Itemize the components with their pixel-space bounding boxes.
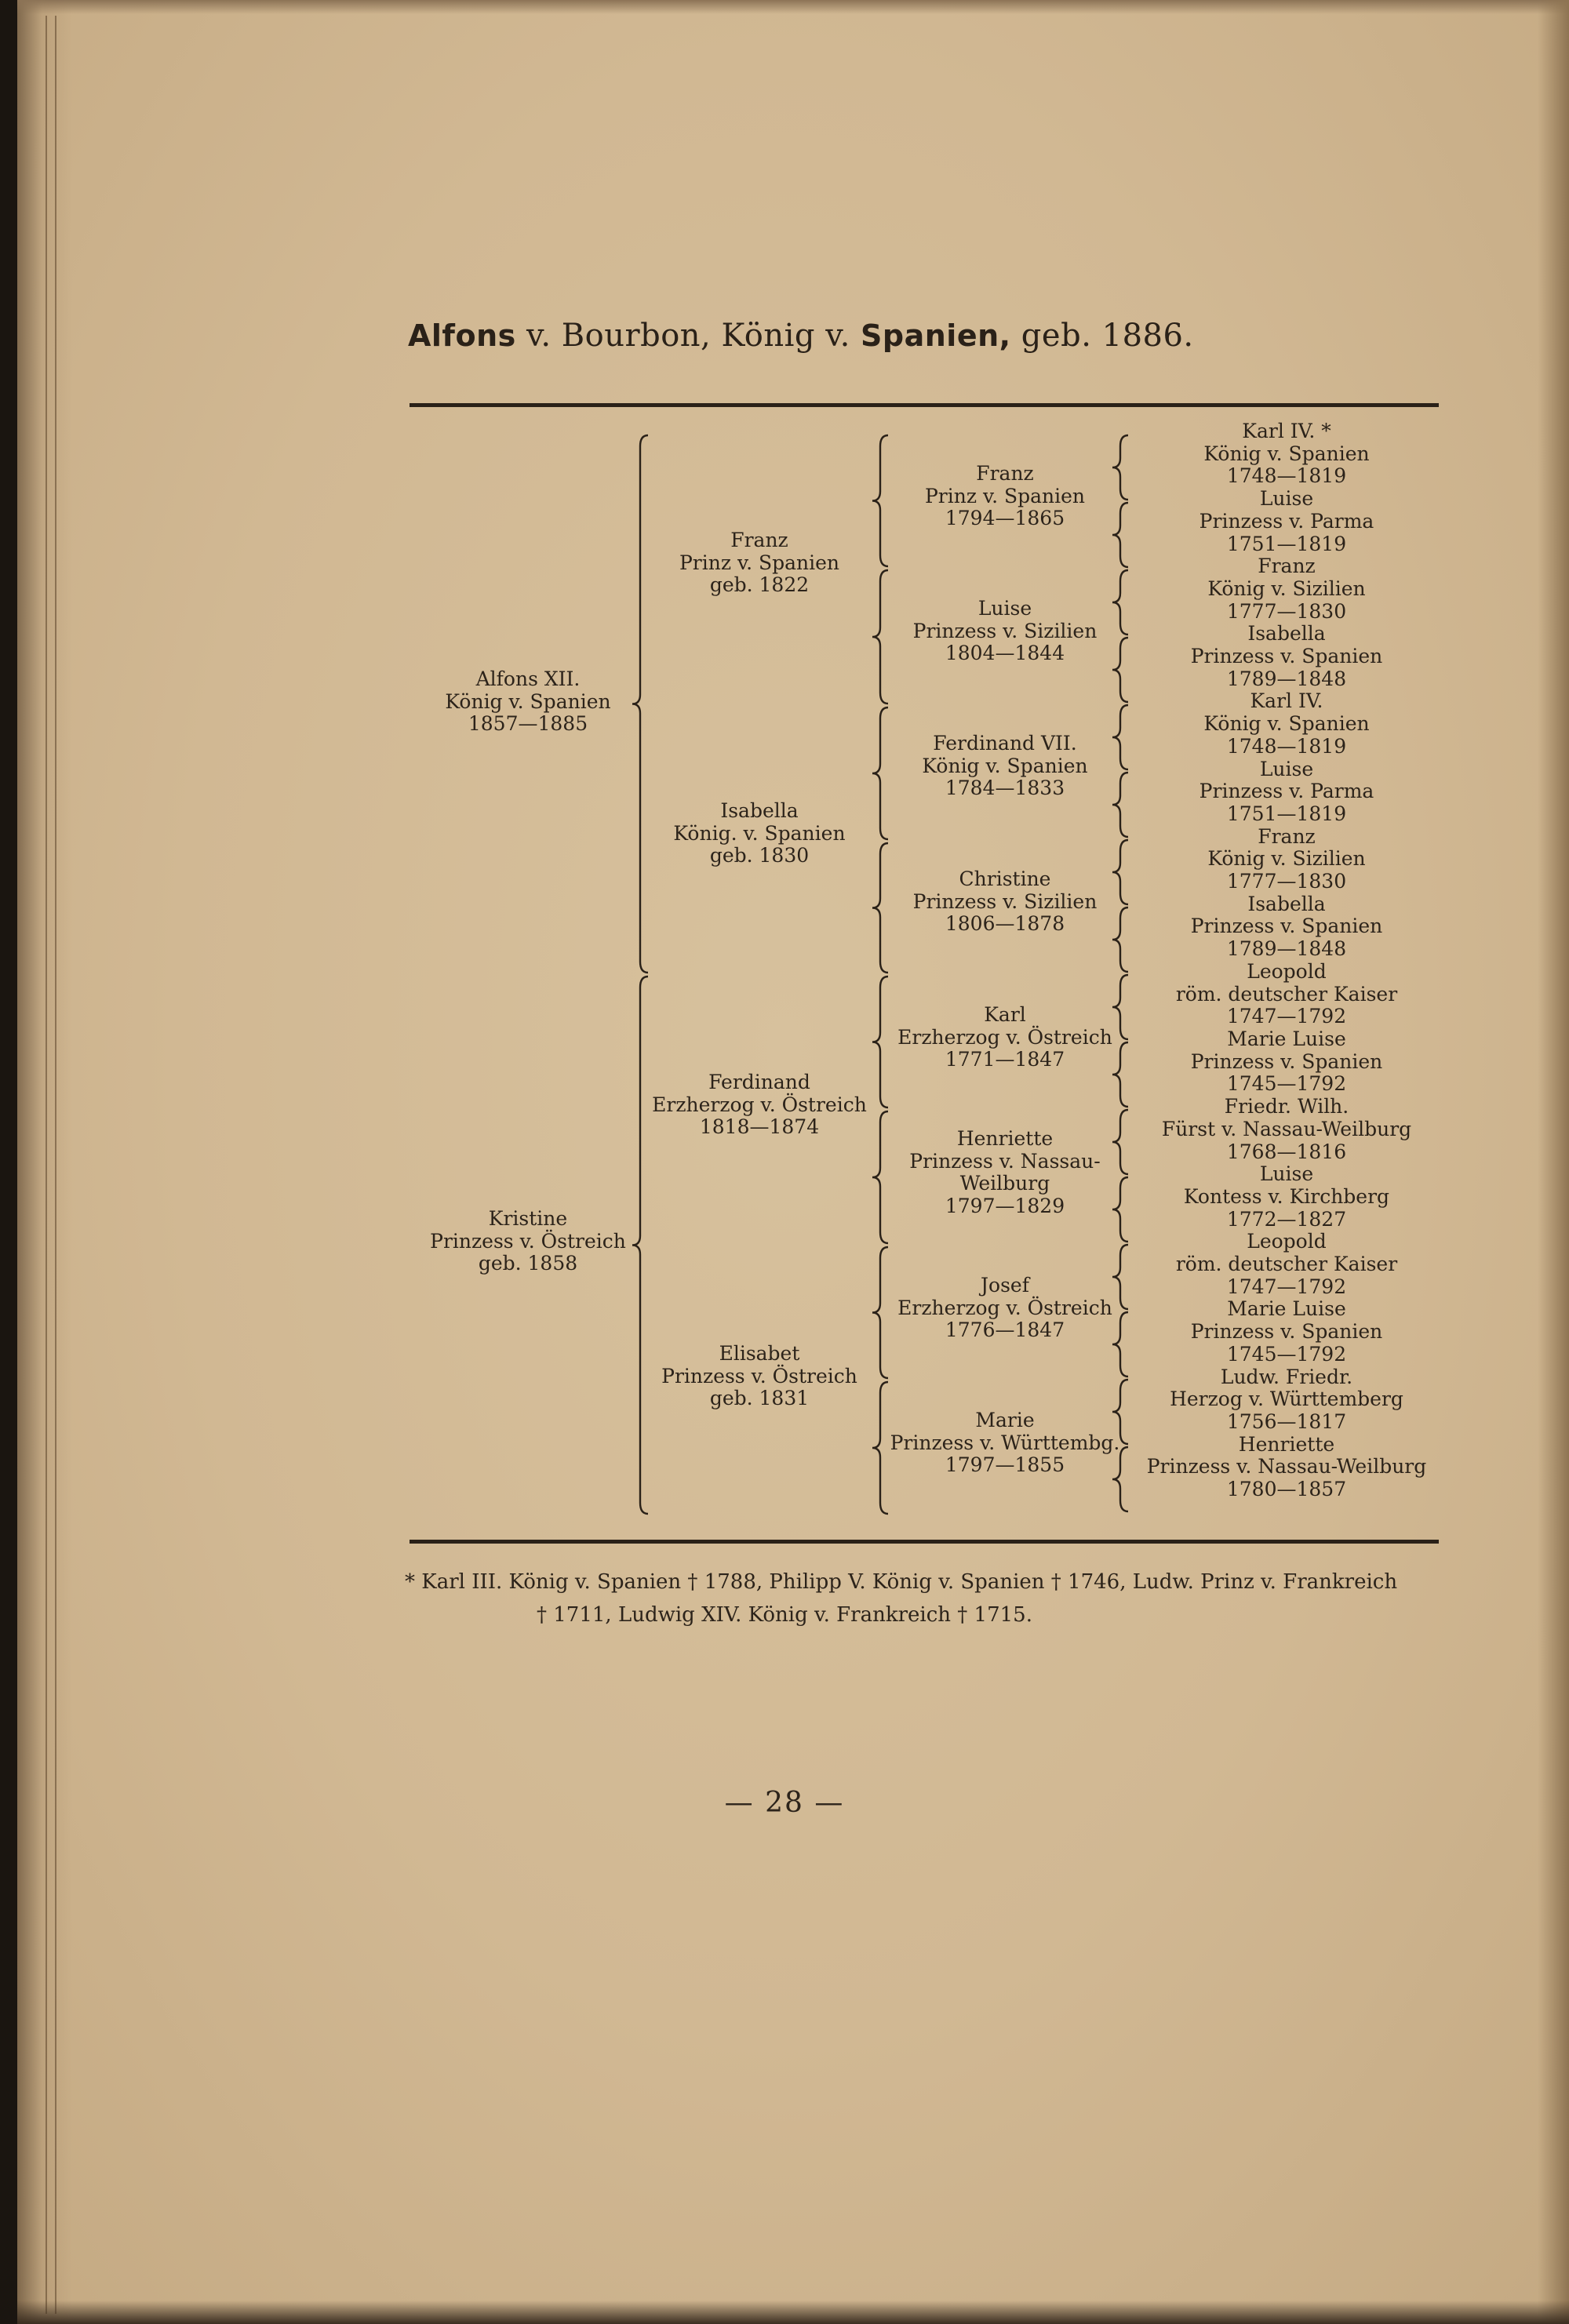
ancestor-line: Prinzess v. Spanien bbox=[1190, 1049, 1383, 1073]
ancestor-line: Ludw. Friedr. bbox=[1220, 1365, 1353, 1388]
ancestor-line: 1751—1819 bbox=[1226, 802, 1347, 825]
ancestor-line: Franz bbox=[1258, 824, 1316, 848]
ancestor-line: 1777—1830 bbox=[1226, 870, 1347, 893]
person-kristine bbox=[410, 1208, 646, 1275]
ancestor-line: 1747—1792 bbox=[1226, 1275, 1347, 1298]
ancestor-line: röm. deutscher Kaiser bbox=[1175, 1253, 1398, 1276]
person-dates: 1776—1847 bbox=[945, 1318, 1065, 1342]
page-fold-line bbox=[55, 16, 56, 2314]
title-text-part1: v. Bourbon, König v. bbox=[515, 318, 861, 354]
person-name: Ferdinand bbox=[708, 1071, 810, 1093]
ancestor-line: Prinzess v. Spanien bbox=[1190, 1320, 1383, 1344]
ancestor-line: Luise bbox=[1259, 1162, 1314, 1186]
page-top-edge bbox=[17, 0, 1569, 14]
ancestor-line: Isabella bbox=[1247, 622, 1326, 646]
great-grandparents-column bbox=[1134, 420, 1440, 1501]
person-name: Ferdinand VII. bbox=[933, 732, 1077, 755]
person-name: Josef bbox=[981, 1274, 1029, 1297]
person-title: Prinzess v. Nassau- bbox=[909, 1149, 1101, 1173]
page-number: — 28 — bbox=[724, 1787, 845, 1819]
person-name: Isabella bbox=[720, 799, 799, 822]
ancestor-line: Herzog v. Württemberg bbox=[1170, 1387, 1403, 1411]
page-title bbox=[408, 318, 1194, 354]
person-dates: 1804—1844 bbox=[945, 642, 1065, 665]
person-dates: geb. 1858 bbox=[478, 1252, 578, 1275]
ancestor-line: Marie Luise bbox=[1227, 1027, 1346, 1050]
person-name: Karl bbox=[984, 1003, 1026, 1026]
ancestor-line: 1748—1819 bbox=[1226, 734, 1347, 758]
ancestor-line: König v. Spanien bbox=[1203, 442, 1370, 465]
person-name: Henriette bbox=[956, 1127, 1054, 1150]
ancestor-line: 1789—1848 bbox=[1226, 667, 1347, 690]
ancestor-line: Franz bbox=[1258, 555, 1316, 578]
ancestor-line: Karl IV. bbox=[1250, 689, 1323, 713]
ancestor-line: Luise bbox=[1259, 487, 1314, 511]
ancestor-line: Leopold bbox=[1247, 1230, 1327, 1253]
person-dates: 1818—1874 bbox=[699, 1115, 820, 1139]
ancestor-line: König v. Sizilien bbox=[1207, 847, 1366, 871]
person-name: Elisabet bbox=[719, 1342, 800, 1365]
title-name-spanien: Spanien, bbox=[861, 318, 1011, 353]
ancestor-line: Henriette bbox=[1238, 1432, 1335, 1456]
person-dates: geb. 1822 bbox=[709, 573, 810, 597]
person-dates: 1797—1855 bbox=[945, 1453, 1065, 1477]
person-franz-prinz bbox=[643, 529, 876, 597]
ancestor-line: Isabella bbox=[1247, 892, 1326, 915]
top-rule bbox=[410, 403, 1439, 407]
person-karl-erzherzog bbox=[877, 1004, 1133, 1071]
person-title: König v. Spanien bbox=[445, 689, 611, 713]
person-elisabet bbox=[643, 1343, 876, 1410]
person-name: Franz bbox=[976, 462, 1034, 485]
person-christine bbox=[877, 868, 1133, 936]
person-title-cont: Weilburg bbox=[959, 1172, 1050, 1195]
person-title: Prinz v. Spanien bbox=[924, 484, 1086, 507]
person-title: Prinzess v. Sizilien bbox=[912, 889, 1098, 913]
ancestor-line: 1745—1792 bbox=[1226, 1342, 1347, 1366]
page-right-edge bbox=[1538, 0, 1569, 2324]
person-title: Prinzess v. Östreich bbox=[430, 1229, 626, 1253]
page-fold-line bbox=[46, 16, 47, 2314]
title-text-part2: geb. 1886. bbox=[1010, 318, 1194, 354]
ancestor-line: 1751—1819 bbox=[1226, 532, 1347, 555]
person-title: Prinzess v. Sizilien bbox=[912, 619, 1098, 642]
ancestor-line: Prinzess v. Parma bbox=[1199, 780, 1374, 803]
ancestor-line: Fürst v. Nassau-Weilburg bbox=[1161, 1117, 1412, 1140]
person-alfons-xii bbox=[410, 668, 646, 736]
person-dates: geb. 1831 bbox=[709, 1387, 810, 1410]
person-name: Luise bbox=[977, 597, 1032, 620]
person-name: Kristine bbox=[488, 1207, 568, 1230]
person-title: König. v. Spanien bbox=[673, 821, 846, 845]
ancestor-line: 1768—1816 bbox=[1226, 1140, 1347, 1163]
person-dates: 1806—1878 bbox=[945, 912, 1065, 936]
title-name-alfons: Alfons bbox=[408, 318, 516, 353]
person-franz-1794 bbox=[877, 463, 1133, 530]
person-marie bbox=[877, 1409, 1133, 1477]
person-luise-sizilien bbox=[877, 598, 1133, 665]
ancestor-line: Marie Luise bbox=[1227, 1297, 1346, 1321]
person-dates: 1794—1865 bbox=[945, 507, 1065, 530]
ancestor-line: 1747—1792 bbox=[1226, 1005, 1347, 1028]
footnote-line-1: * Karl III. König v. Spanien † 1788, Philipp V. König v. Spanien † 1746, Ludw. Prinz v. Frankreich bbox=[405, 1570, 1398, 1594]
ancestor-line: 1777—1830 bbox=[1226, 599, 1347, 623]
page-binding-edge bbox=[0, 0, 17, 2324]
person-dates: 1771—1847 bbox=[945, 1048, 1065, 1071]
person-name: Franz bbox=[730, 529, 788, 551]
page-bottom-edge bbox=[17, 2300, 1569, 2324]
person-ferdinand-vii bbox=[877, 733, 1133, 800]
person-isabella bbox=[643, 800, 876, 867]
ancestor-line: 1745—1792 bbox=[1226, 1072, 1347, 1096]
ancestor-line: Luise bbox=[1259, 757, 1314, 780]
ancestor-line: König v. Spanien bbox=[1203, 712, 1370, 736]
page-edge-shadow bbox=[17, 0, 72, 2324]
person-dates: 1797—1829 bbox=[945, 1195, 1065, 1218]
ancestor-line: Prinzess v. Spanien bbox=[1190, 915, 1383, 938]
footnote-line-2: † 1711, Ludwig XIV. König v. Frankreich † 1715. bbox=[537, 1603, 1032, 1627]
ancestor-line: Prinzess v. Nassau-Weilburg bbox=[1146, 1455, 1427, 1478]
ancestor-line: König v. Sizilien bbox=[1207, 576, 1366, 600]
person-dates: 1784—1833 bbox=[945, 776, 1065, 800]
person-name: Christine bbox=[959, 867, 1051, 890]
ancestor-line: Karl IV. * bbox=[1242, 420, 1331, 442]
person-title: Prinzess v. Östreich bbox=[661, 1364, 857, 1387]
person-name: Alfons XII. bbox=[475, 667, 581, 690]
ancestor-line: Leopold bbox=[1247, 959, 1327, 983]
person-title: Erzherzog v. Östreich bbox=[652, 1093, 867, 1116]
footnote bbox=[405, 1566, 1440, 1631]
person-henriette bbox=[877, 1128, 1133, 1218]
person-title: König v. Spanien bbox=[922, 754, 1088, 777]
ancestor-line: Prinzess v. Spanien bbox=[1190, 645, 1383, 668]
person-title: Erzherzog v. Östreich bbox=[897, 1025, 1112, 1049]
person-dates: geb. 1830 bbox=[709, 844, 810, 867]
person-title: Prinz v. Spanien bbox=[679, 551, 840, 574]
ancestor-line: Kontess v. Kirchberg bbox=[1183, 1184, 1390, 1208]
ancestor-line: 1756—1817 bbox=[1226, 1409, 1347, 1433]
person-ferdinand bbox=[643, 1071, 876, 1139]
ancestor-line: Friedr. Wilh. bbox=[1224, 1095, 1349, 1118]
person-name: Marie bbox=[975, 1409, 1035, 1431]
ancestor-line: 1772—1827 bbox=[1226, 1207, 1347, 1231]
ancestor-line: 1780—1857 bbox=[1226, 1478, 1347, 1501]
person-dates: 1857—1885 bbox=[468, 712, 588, 736]
ancestor-line: Prinzess v. Parma bbox=[1199, 509, 1374, 533]
person-title: Erzherzog v. Östreich bbox=[897, 1296, 1112, 1319]
person-title: Prinzess v. Württembg. bbox=[890, 1431, 1120, 1454]
ancestor-line: röm. deutscher Kaiser bbox=[1175, 982, 1398, 1006]
bottom-rule bbox=[410, 1540, 1439, 1544]
ancestor-line: 1748—1819 bbox=[1226, 464, 1347, 488]
person-josef bbox=[877, 1275, 1133, 1342]
ancestor-line: 1789—1848 bbox=[1226, 937, 1347, 961]
